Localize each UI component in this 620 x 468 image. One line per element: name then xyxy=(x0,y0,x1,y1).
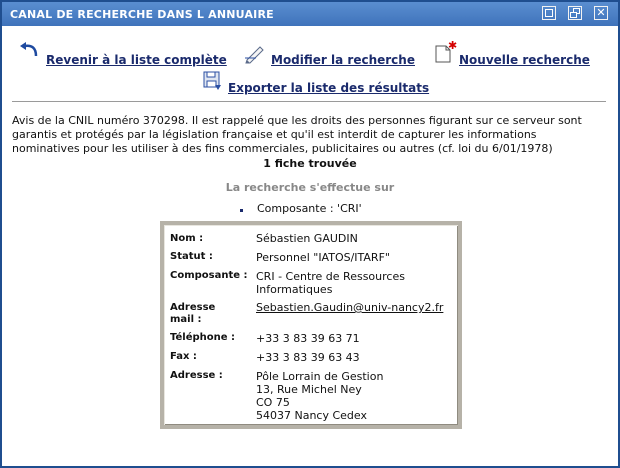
divider xyxy=(12,101,606,102)
adresse-label: Adresse : xyxy=(170,370,223,381)
close-icon[interactable]: ✕ xyxy=(594,6,608,20)
fax-label: Fax : xyxy=(170,351,197,362)
composante-value: CRI - Centre de Ressources Informatiques xyxy=(256,270,405,296)
search-on-heading: La recherche s'effectue sur xyxy=(225,181,395,194)
composante-label: Composante : xyxy=(170,270,248,281)
back-to-list-link[interactable]: Revenir à la liste complète xyxy=(46,53,227,67)
nom-label: Nom : xyxy=(170,233,204,244)
email-link[interactable]: Sebastien.Gaudin@univ-nancy2.fr xyxy=(256,301,444,314)
adresse-value: Pôle Lorrain de Gestion 13, Rue Michel Ney CO 75 54037 Nancy Cedex xyxy=(256,370,384,422)
person-record-card xyxy=(160,221,462,429)
save-disk-icon[interactable] xyxy=(202,70,224,92)
window-title: CANAL DE RECHERCHE DANS L ANNUAIRE xyxy=(10,8,274,21)
statut-value: Personnel "IATOS/ITARF" xyxy=(256,251,390,264)
restore-icon[interactable] xyxy=(568,6,582,20)
telephone-value: +33 3 83 39 63 71 xyxy=(256,332,360,345)
bullet-icon xyxy=(240,209,243,212)
export-results-link[interactable]: Exporter la liste des résultats xyxy=(228,81,430,95)
new-search-link[interactable]: Nouvelle recherche xyxy=(459,53,590,67)
fax-value: +33 3 83 39 63 43 xyxy=(256,351,360,364)
new-document-icon[interactable] xyxy=(434,40,456,64)
title-bar xyxy=(2,2,618,26)
telephone-label: Téléphone : xyxy=(170,332,236,343)
minimize-icon[interactable] xyxy=(542,6,556,20)
modify-search-link[interactable]: Modifier la recherche xyxy=(271,53,415,67)
statut-label: Statut : xyxy=(170,251,213,262)
email-label: Adresse mail : xyxy=(170,302,216,325)
criteria-text: Composante : 'CRI' xyxy=(257,202,362,215)
svg-text:✱: ✱ xyxy=(448,39,458,52)
pencil-icon[interactable] xyxy=(244,44,266,64)
cnil-notice: Avis de la CNIL numéro 370298. Il est rappelé que les droits des personnes figurant sur ce serveur sont garantis et protégés par la législation française et qu'il est interdit de capturer les informations nominatives pour les utiliser à des fins commerciales, publicitaires ou autres (cf. loi du 6/01/1978) xyxy=(12,114,582,155)
results-count: 1 fiche trouvée xyxy=(263,157,357,170)
nom-value: Sébastien GAUDIN xyxy=(256,232,358,245)
undo-arrow-icon[interactable] xyxy=(18,42,40,62)
